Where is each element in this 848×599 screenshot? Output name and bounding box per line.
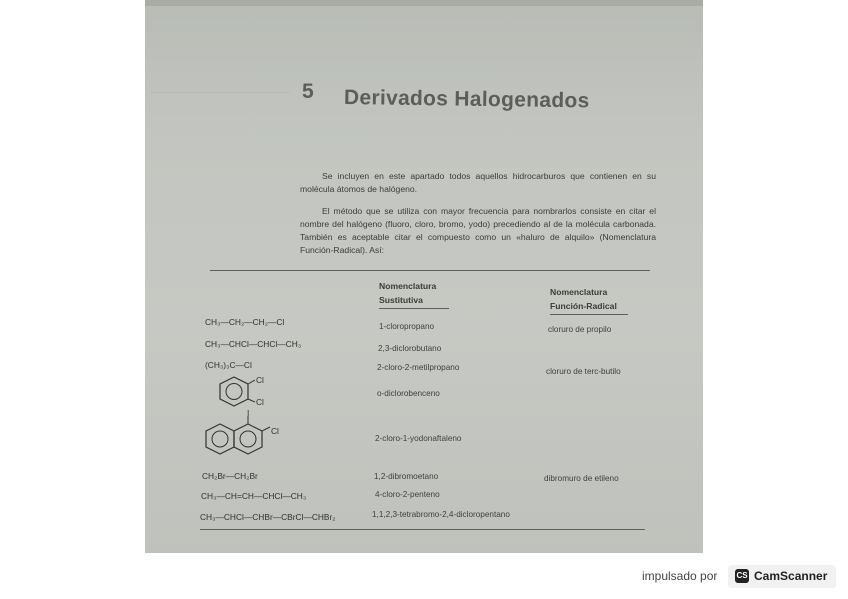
sust-name-5: 2-cloro-1-yodonaftaleno: [375, 434, 462, 443]
formula-2: CH₃—CHCl—CHCl—CH₃: [205, 339, 302, 349]
sust-name-2: 2,3-diclorobutano: [378, 344, 442, 353]
func-name-1: cloruro de propilo: [548, 325, 612, 334]
formula-8: CH₃—CHCl—CHBr—CBrCl—CHBr₂: [200, 512, 336, 522]
table-top-rule: [210, 270, 650, 271]
sust-name-1: 1-cloropropano: [379, 322, 435, 331]
bleed-through: [150, 92, 290, 113]
naphthalene-structure-icon: [200, 415, 280, 465]
func-name-6: dibromuro de etileno: [544, 474, 619, 483]
sust-name-7: 4-cloro-2-penteno: [375, 490, 440, 499]
table-bottom-rule: [200, 529, 645, 530]
scanned-page-photo: [145, 0, 703, 553]
header-sustitutiva-line1: Nomenclatura: [379, 281, 437, 291]
cl-label-b: Cl: [256, 397, 264, 407]
i-label: I: [247, 408, 250, 418]
func-name-3: cloruro de terc-butilo: [546, 367, 621, 376]
formula-3: (CH₃)₃C—Cl: [205, 360, 252, 370]
header-funcion-rule: [550, 314, 628, 315]
sust-name-8: 1,1,2,3-tetrabromo-2,4-dicloropentano: [372, 510, 510, 519]
chapter-number: 5: [302, 80, 314, 103]
formula-7: CH₃—CH=CH—CHCl—CH₃: [201, 491, 307, 501]
chapter-title: Derivados Halogenados: [343, 86, 590, 113]
powered-by-label: impulsado por: [642, 569, 718, 583]
sust-name-3: 2-cloro-2-metilpropano: [377, 363, 460, 372]
cl-label-a: Cl: [256, 375, 264, 385]
method-paragraph: El método que se utiliza con mayor frecuencia para nombrarlos consiste en citar el nombre del halógeno (fluoro, cloro, bromo, yodo) precediendo al de la molécula carbonada. También es aceptable citar el compuesto como un «haluro de alquilo» (Nomenclatura Función-Radical). Así:: [300, 206, 656, 255]
sust-name-6: 1,2-dibromoetano: [374, 472, 439, 481]
header-funcion-line2: Función-Radical: [550, 301, 617, 311]
formula-6: CH₂Br—CH₂Br: [202, 471, 258, 481]
camscanner-brand-name: CamScanner: [754, 569, 828, 583]
formula-1: CH₃—CH₂—CH₂—Cl: [205, 317, 285, 327]
camscanner-logo-icon: CS: [735, 569, 749, 583]
header-sustitutiva-line2: Sustitutiva: [379, 295, 423, 305]
camscanner-badge[interactable]: [728, 565, 836, 588]
header-funcion-line1: Nomenclatura: [550, 287, 608, 297]
cl-label-c: Cl: [271, 426, 279, 436]
header-sustitutiva-rule: [379, 308, 449, 309]
sust-name-4: o-diclorobenceno: [377, 389, 440, 398]
intro-paragraph: Se incluyen en este apartado todos aquellos hidrocarburos que contienen en su molécula átomos de halógeno.: [300, 171, 656, 194]
